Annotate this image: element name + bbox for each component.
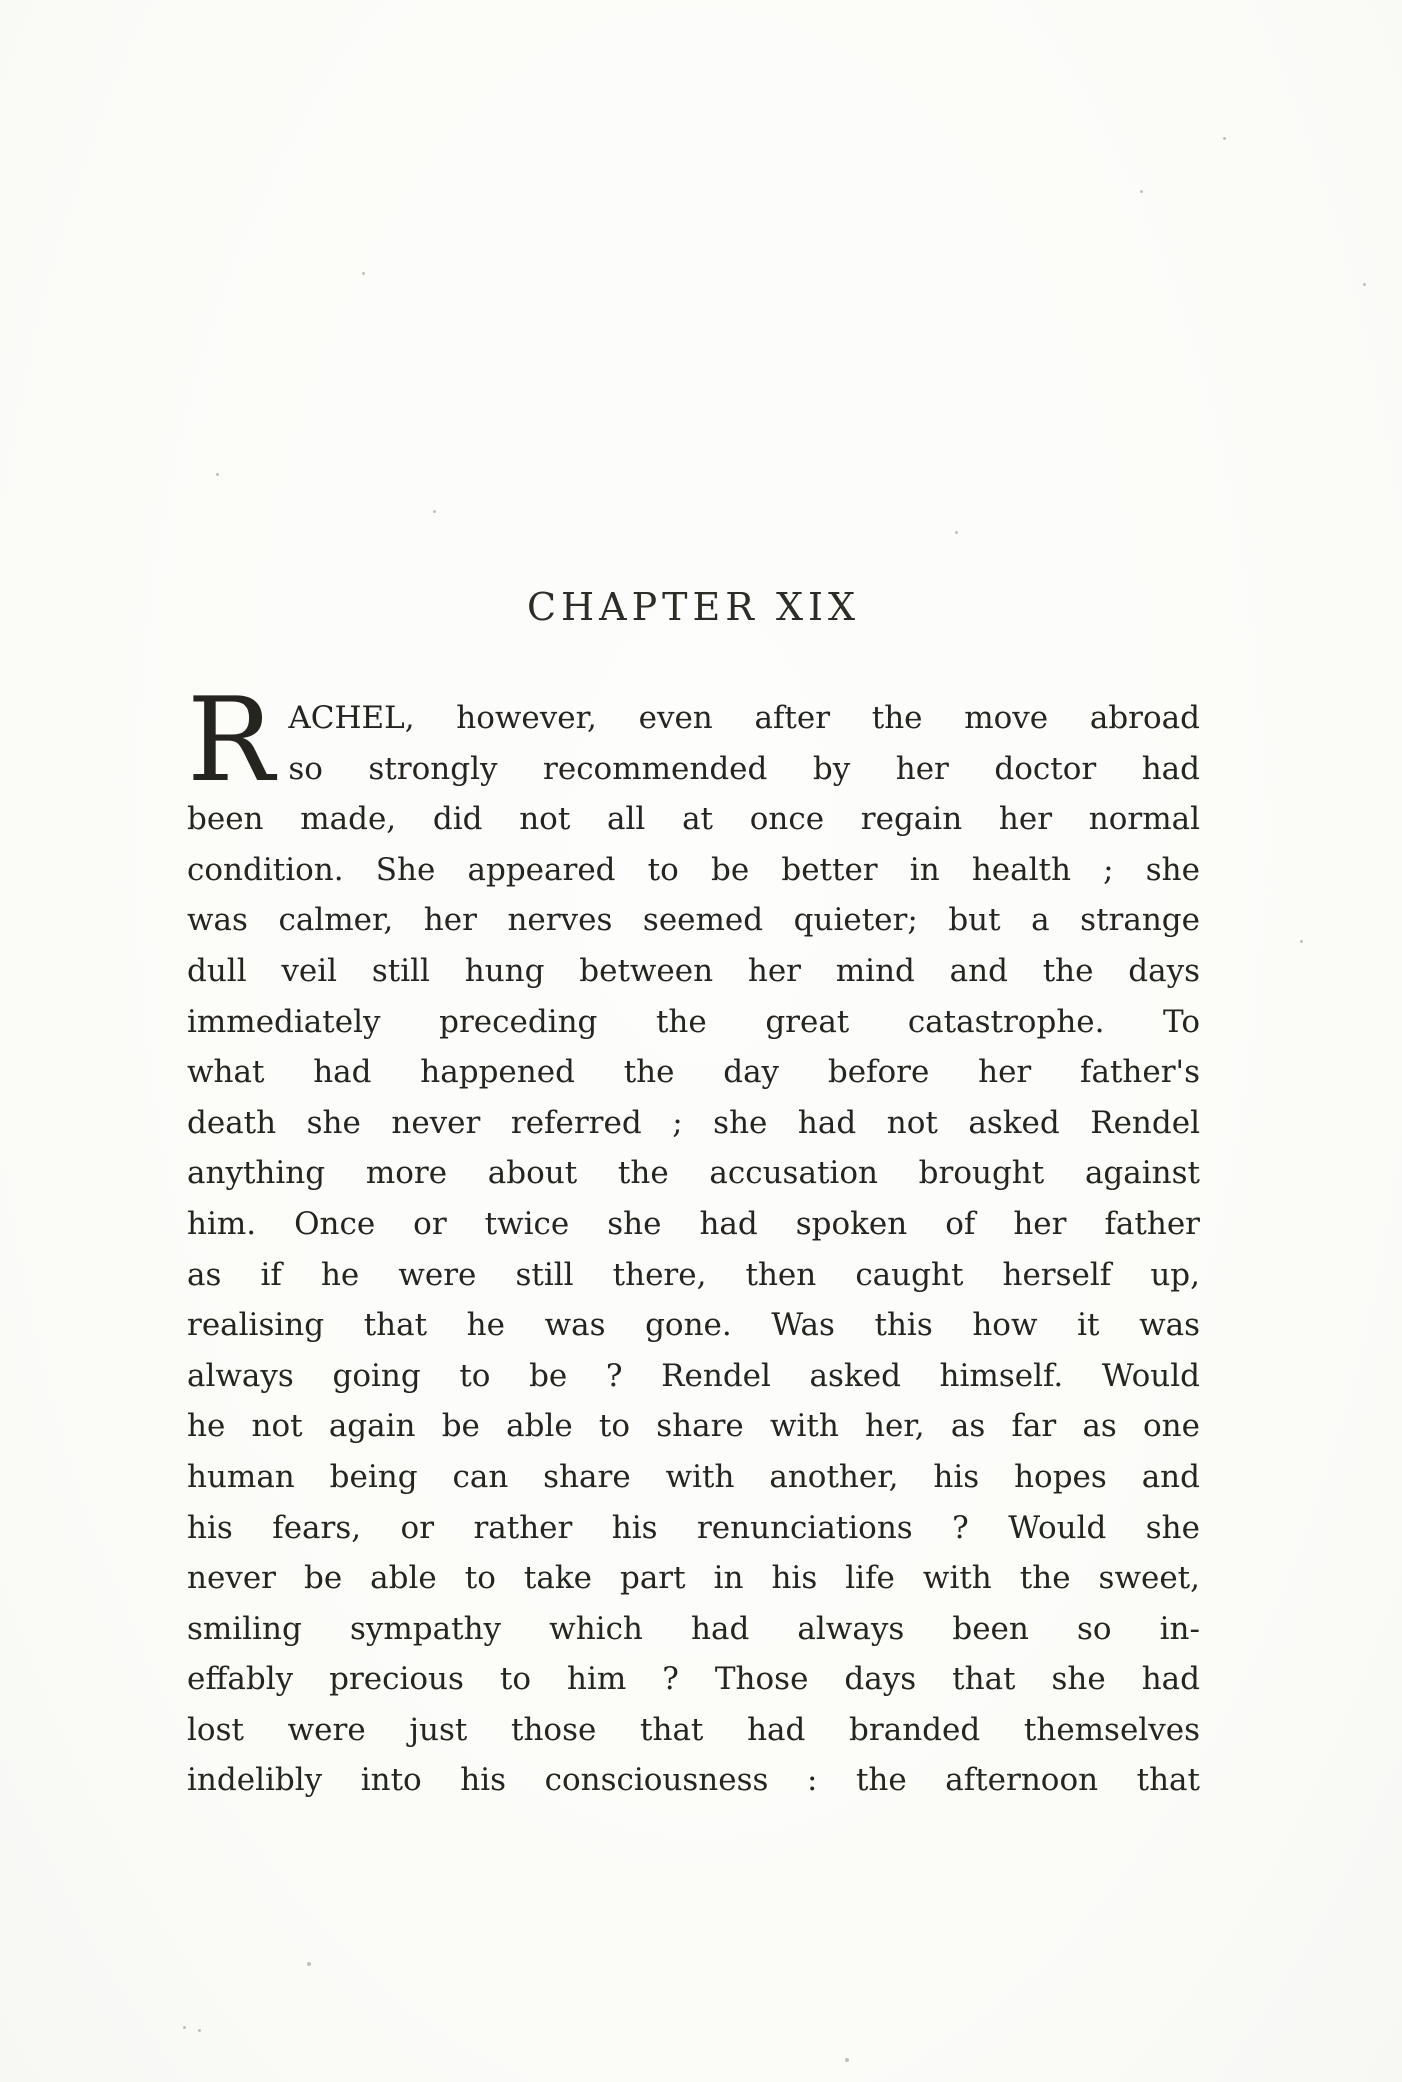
paragraph-line: was calmer, her nerves seemed quieter; but a strange <box>187 902 1200 939</box>
paragraph-line: him. Once or twice she had spoken of her father <box>187 1205 1200 1242</box>
paragraph-line: indelibly into his consciousness : the afternoon that <box>187 1762 1200 1799</box>
dust-speck <box>1140 190 1143 193</box>
dust-speck <box>183 2026 186 2029</box>
dust-speck <box>955 531 958 534</box>
dust-speck <box>198 2029 201 2032</box>
paragraph-line: always going to be ? Rendel asked himself. Would <box>187 1357 1200 1394</box>
paragraph-line: immediately preceding the great catastrophe. To <box>187 1003 1200 1040</box>
paragraph-line: dull veil still hung between her mind and the days <box>187 952 1200 989</box>
paragraph-line: ACHEL, however, even after the move abroad <box>288 700 1200 736</box>
dust-speck <box>216 473 219 476</box>
paragraph-line: what had happened the day before her father's <box>187 1054 1200 1091</box>
paragraph-line: realising that he was gone. Was this how it was <box>187 1307 1200 1344</box>
paragraph-line: his fears, or rather his renunciations ? Would she <box>187 1509 1200 1546</box>
dust-speck <box>845 2058 849 2062</box>
dust-speck <box>1300 940 1303 943</box>
paragraph-line: never be able to take part in his life with the sweet, <box>187 1560 1200 1597</box>
dust-speck <box>362 272 365 275</box>
paragraph-line: been made, did not all at once regain her normal <box>187 801 1200 838</box>
paragraph-line: human being can share with another, his hopes and <box>187 1458 1200 1495</box>
dust-speck <box>307 1962 311 1966</box>
paragraph-line: he not again be able to share with her, as far as one <box>187 1408 1200 1445</box>
dust-speck <box>1363 283 1366 286</box>
dust-speck <box>1223 137 1226 140</box>
dropcap-opening-lines <box>187 673 1200 808</box>
paragraph <box>187 673 1200 1806</box>
paragraph-line: death she never referred ; she had not asked Rendel <box>187 1104 1200 1141</box>
paragraph-line: condition. She appeared to be better in health ; she <box>187 851 1200 888</box>
dust-speck <box>433 510 436 513</box>
paragraph-line: so strongly recommended by her doctor had <box>288 750 1200 787</box>
paragraph-line: anything more about the accusation brought against <box>187 1155 1200 1192</box>
paragraph-line: smiling sympathy which had always been so in- <box>187 1610 1200 1647</box>
paragraph-line: effably precious to him ? Those days that she had <box>187 1661 1200 1698</box>
paragraph-line: lost were just those that had branded themselves <box>187 1711 1200 1748</box>
chapter-heading: CHAPTER XIX <box>526 585 861 629</box>
paragraph-line: as if he were still there, then caught herself up, <box>187 1256 1200 1293</box>
text-block <box>187 585 1200 1806</box>
dropcap-letter: R <box>187 673 275 808</box>
